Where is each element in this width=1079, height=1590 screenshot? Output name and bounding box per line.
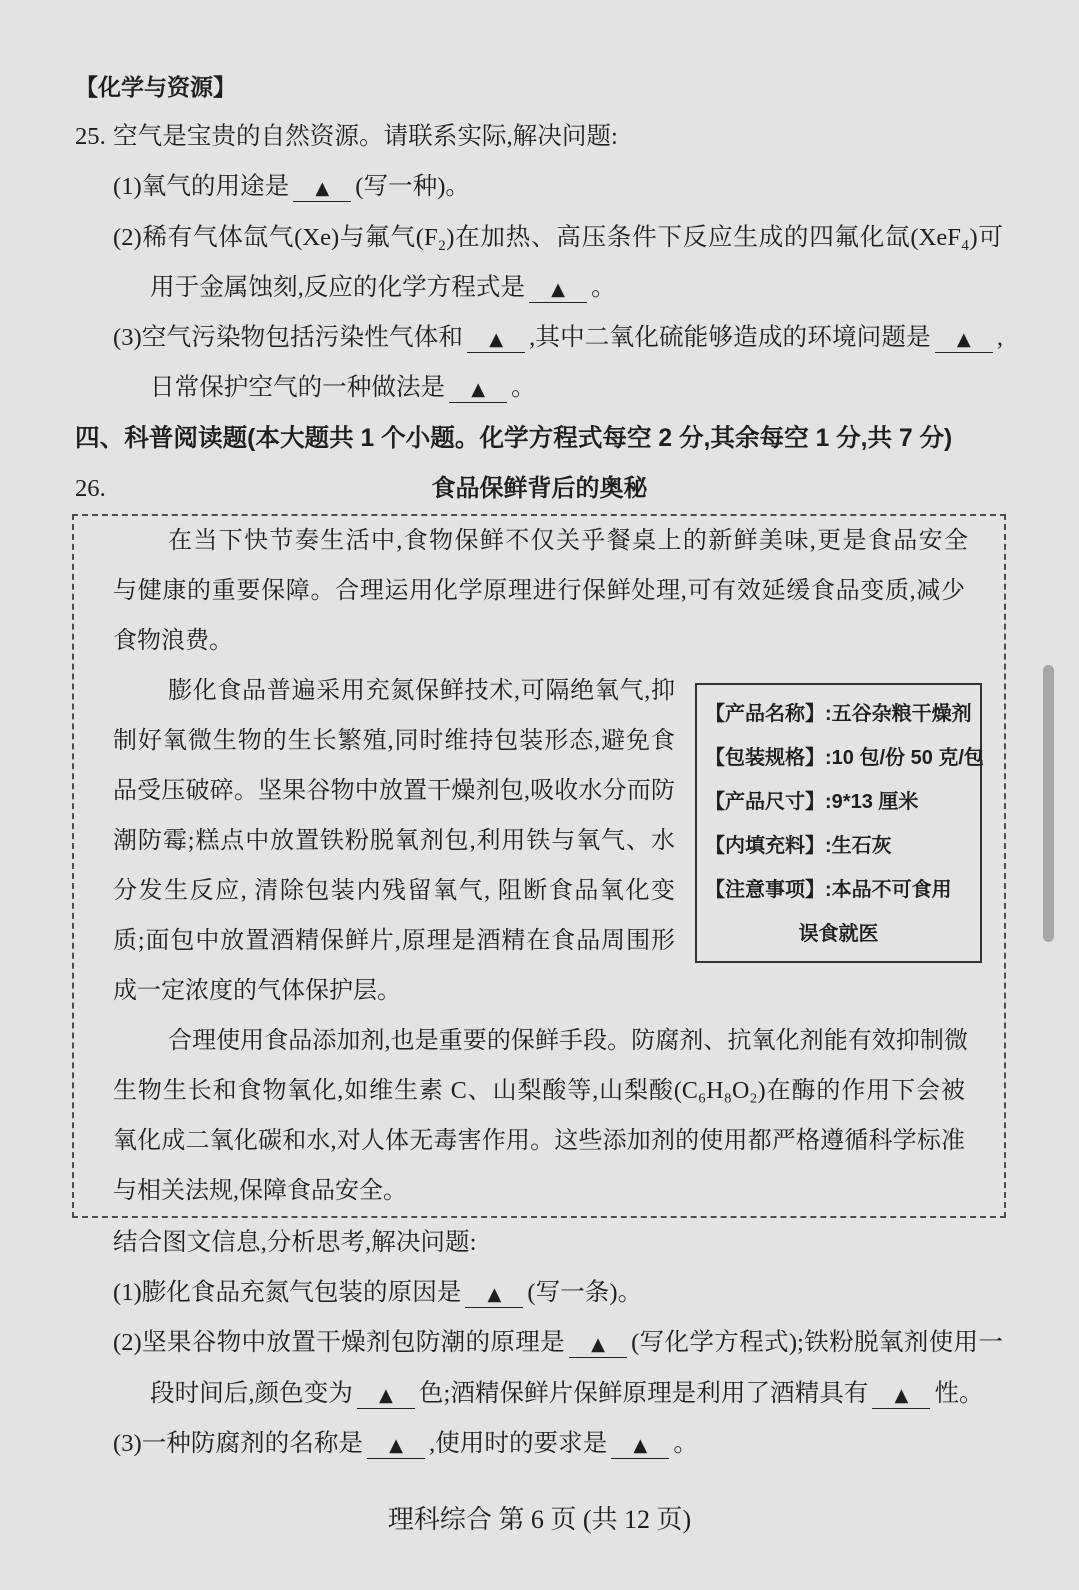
product-label-line: 【内填充料】:生石灰 <box>705 834 892 857</box>
product-label-line: 【产品尺寸】:9*13 厘米 <box>705 790 919 813</box>
answer-blank: ▲ <box>367 1436 425 1459</box>
answer-blank: ▲ <box>293 179 351 202</box>
answer-blank: ▲ <box>611 1436 669 1459</box>
question-text: ,其中二氧化硫能够造成的环境问题是 <box>529 324 931 352</box>
question-25-part-3-line-2 <box>150 363 1079 413</box>
paragraph-1-line: 与健康的重要保障。合理运用化学原理进行保鲜处理,可有效延缓食品变质,减少 <box>113 577 965 604</box>
question-26-title-row <box>0 464 1079 514</box>
answer-blank: ▲ <box>467 330 525 353</box>
question-25-part-1 <box>113 162 1079 212</box>
paragraph-2-line: 品受压破碎。坚果谷物中放置干燥剂包,吸收水分而防 <box>113 777 675 804</box>
answer-blank: ▲ <box>872 1386 930 1409</box>
question-26-part-3 <box>113 1419 1079 1469</box>
question-text: (写化学方程式);铁粉脱氧剂使用一 <box>631 1329 1003 1357</box>
question-26-part-2-line-2 <box>150 1369 1079 1419</box>
paragraph-2-line: 质;面包中放置酒精保鲜片,原理是酒精在食品周围形 <box>113 927 675 954</box>
answer-blank: ▲ <box>357 1386 415 1409</box>
section-4-heading: 四、科普阅读题(本大题共 1 个小题。化学方程式每空 2 分,其余每空 1 分,共 7 分) <box>75 424 953 452</box>
question-text: , <box>996 324 1003 352</box>
question-text: 段时间后,颜色变为 <box>150 1379 353 1407</box>
answer-blank: ▲ <box>935 330 993 353</box>
answer-blank: ▲ <box>569 1335 627 1358</box>
question-26-part-2-line-1 <box>113 1318 1003 1368</box>
question-text: 日常保护空气的一种做法是 <box>150 374 446 402</box>
paragraph-3-line: 生物生长和食物氧化,如维生素 C、山梨酸等,山梨酸(C₆H₈O₂)在酶的作用下会被 <box>113 1077 965 1104</box>
question-25-part-2-line-1: (2)稀有气体氙气(Xe)与氟气(F₂)在加热、高压条件下反应生成的四氟化氙(XeF₄)可 <box>113 223 1003 251</box>
question-text: (3)空气污染物包括污染性气体和 <box>113 324 464 352</box>
product-label-line: 误食就医 <box>798 922 879 945</box>
question-text: 用于金属蚀刻,反应的化学方程式是 <box>150 273 526 301</box>
question-text: (写一种)。 <box>355 173 471 201</box>
paragraph-2-line: 膨化食品普遍采用充氮保鲜技术,可隔绝氧气,抑 <box>168 677 675 704</box>
product-label-line: 【产品名称】:五谷杂粮干燥剂 <box>705 702 972 725</box>
question-text: (1)膨化食品充氮气包装的原因是 <box>113 1279 462 1307</box>
question-text: ,使用时的要求是 <box>429 1429 608 1457</box>
paragraph-2-line: 制好氧微生物的生长繁殖,同时维持包装形态,避免食 <box>113 727 675 754</box>
paragraph-1-line: 在当下快节奏生活中,食物保鲜不仅关乎餐桌上的新鲜美味,更是食品安全 <box>168 527 968 554</box>
reading-passage-box <box>72 514 1006 1218</box>
question-text: (3)一种防腐剂的名称是 <box>113 1429 364 1457</box>
question-number: 25. <box>75 123 106 151</box>
question-text: 空气是宝贵的自然资源。请联系实际,解决问题: <box>113 123 618 151</box>
paragraph-3-line: 与相关法规,保障食品安全。 <box>113 1177 407 1204</box>
section-heading: 【化学与资源】 <box>75 74 236 100</box>
page-content <box>0 62 1079 1469</box>
scrollbar-thumb[interactable] <box>1043 665 1054 942</box>
paragraph-3-line: 氧化成二氧化碳和水,对人体无毒害作用。这些添加剂的使用都严格遵循科学标准 <box>113 1127 965 1154</box>
answer-blank: ▲ <box>465 1285 523 1308</box>
product-label-box <box>695 683 982 963</box>
question-text: (1)氧气的用途是 <box>113 173 290 201</box>
product-label-line: 【包装规格】:10 包/份 50 克/包 <box>705 746 984 769</box>
answer-blank: ▲ <box>529 280 587 303</box>
question-text: 。 <box>591 273 616 301</box>
question-26-prompt: 结合图文信息,分析思考,解决问题: <box>113 1228 477 1256</box>
question-25-part-3-line-1 <box>113 313 1003 363</box>
question-text: 。 <box>511 374 536 402</box>
question-number: 26. <box>75 474 106 502</box>
question-25-stem <box>75 112 1079 162</box>
question-text: 。 <box>673 1429 698 1457</box>
question-text: (2)坚果谷物中放置干燥剂包防潮的原理是 <box>113 1329 566 1357</box>
question-26-part-1 <box>113 1268 1079 1318</box>
answer-blank: ▲ <box>449 380 507 403</box>
question-text: 性。 <box>934 1379 984 1407</box>
question-text: 色;酒精保鲜片保鲜原理是利用了酒精具有 <box>418 1379 869 1407</box>
product-label-line: 【注意事项】:本品不可食用 <box>705 878 952 901</box>
paragraph-2-line: 成一定浓度的气体保护层。 <box>113 977 401 1004</box>
paragraph-2-line: 分发生反应, 清除包装内残留氧气, 阻断食品氧化变 <box>113 877 675 904</box>
question-text: (写一条)。 <box>527 1279 643 1307</box>
paragraph-3-line: 合理使用食品添加剂,也是重要的保鲜手段。防腐剂、抗氧化剂能有效抑制微 <box>168 1027 968 1054</box>
reading-title: 食品保鲜背后的奥秘 <box>431 474 648 502</box>
question-25-part-2-line-2 <box>150 263 1079 313</box>
paragraph-2-line: 潮防霉;糕点中放置铁粉脱氧剂包,利用铁与氧气、水 <box>113 827 675 854</box>
page-footer: 理科综合 第 6 页 (共 12 页) <box>387 1505 692 1534</box>
paragraph-1-line: 食物浪费。 <box>113 627 233 654</box>
